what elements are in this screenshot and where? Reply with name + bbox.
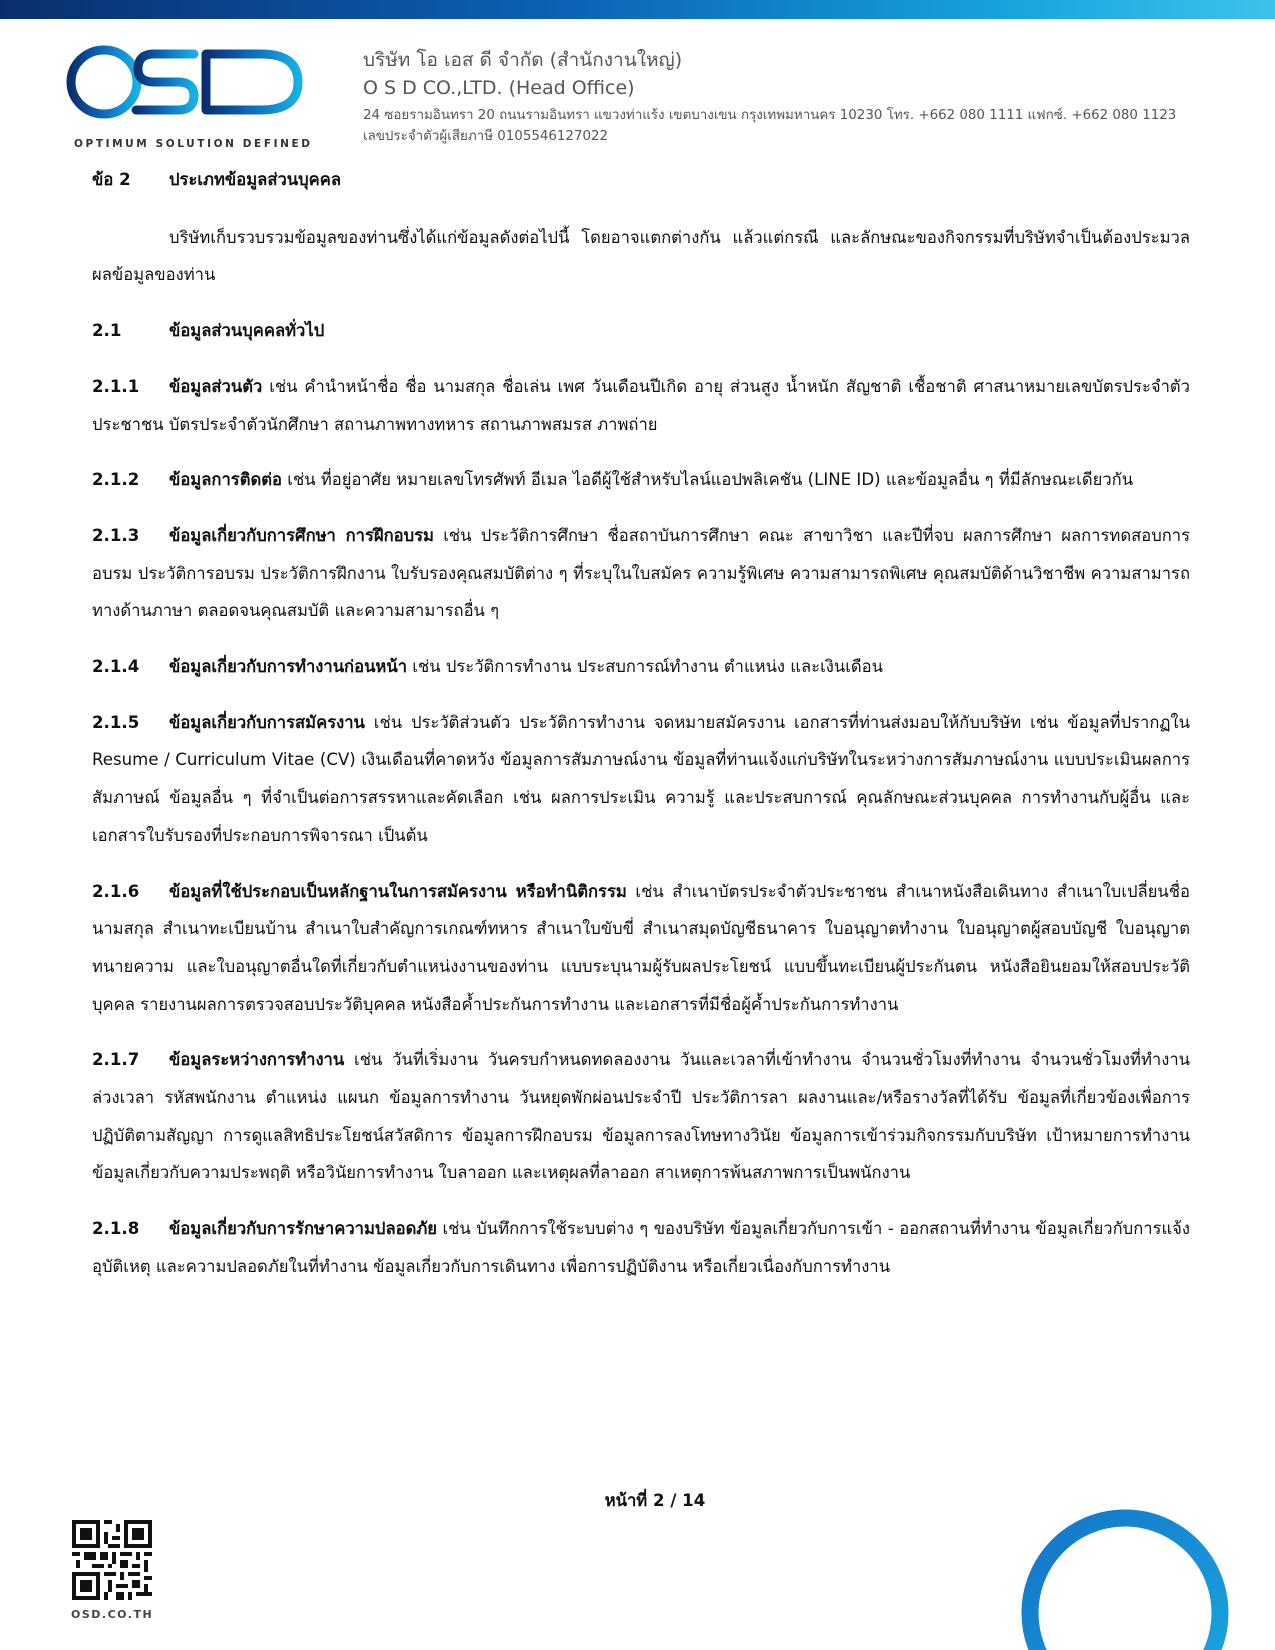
company-tax-id: เลขประจำตัวผู้เสียภาษี 0105546127022 <box>363 129 609 144</box>
list-item <box>92 1210 1190 1285</box>
item-number: 2.1.2 <box>92 470 140 490</box>
item-number: 2.1.8 <box>92 1219 140 1239</box>
item-lead: ข้อมูลเกี่ยวกับการสมัครงาน <box>169 712 365 732</box>
item-number: 2.1.5 <box>92 712 140 732</box>
item-text: เช่น บันทึกการใช้ระบบต่าง ๆ ของบริษัท ข้อมูลเกี่ยวกับการเข้า - ออกสถานที่ทำงาน ข้อมูลเกี่ยวกับการแจ้งอุบัติเหตุ และความปลอดภัยในที่ทำงาน ข้อมูลเกี่ยวกับการเดินทาง เพื่อการปฏิบัติงาน หรือเกี่ยวเนื่องกับการทำงาน <box>92 1219 1190 1276</box>
list-item <box>92 648 1190 686</box>
item-number: 2.1.3 <box>92 525 140 545</box>
subsection-heading <box>92 312 1190 350</box>
item-lead: ข้อมูลที่ใช้ประกอบเป็นหลักฐานในการสมัครงาน หรือทำนิติกรรม <box>169 881 627 901</box>
item-lead: ข้อมูลเกี่ยวกับการศึกษา การฝึกอบรม <box>169 525 434 545</box>
item-lead: ข้อมูลเกี่ยวกับการรักษาความปลอดภัย <box>169 1219 438 1239</box>
section-title: ประเภทข้อมูลส่วนบุคคล <box>169 170 342 189</box>
osd-logo-icon <box>66 42 316 134</box>
item-text: เช่น ประวัติส่วนตัว ประวัติการทำงาน จดหมายสมัครงาน เอกสารที่ท่านส่งมอบให้กับบริษัท เช่น ข้อมูลที่ปรากฏใน Resume / Curriculum Vitae (CV) เงินเดือนที่คาดหวัง ข้อมูลการสัมภาษณ์งาน ข้อมูลที่ท่านแจ้งแก่บริษัทในระหว่างการสัมภาษณ์งาน แบบประเมินผลการสัมภาษณ์ ข้อมูลอื่น ๆ ที่จำเป็นต่อการสรรหาและคัดเลือก เช่น ผลการประเมิน ความรู้ และประสบการณ์ คุณลักษณะส่วนบุคคล การทำงานกับผู้อื่น และเอกสารใบรับรองที่ประกอบการพิจารณา เป็นต้น <box>92 712 1190 845</box>
list-item <box>92 517 1190 630</box>
subsection-number: 2.1 <box>92 321 122 341</box>
company-name-en: O S D CO.,LTD. (Head Office) <box>363 77 635 99</box>
section-intro: บริษัทเก็บรวบรวมข้อมูลของท่านซึ่งได้แก่ข้อมูลดังต่อไปนี้ โดยอาจแตกต่างกัน แล้วแต่กรณี และลักษณะของกิจกรรมที่บริษัทจำเป็นต้องประมวลผลข้อมูลของท่าน <box>92 227 1190 285</box>
item-lead: ข้อมูลการติดต่อ <box>169 470 282 490</box>
list-item <box>92 461 1190 499</box>
company-header <box>363 46 1243 147</box>
item-text: เช่น ประวัติการศึกษา ชื่อสถาบันการศึกษา คณะ สาขาวิชา และปีที่จบ ผลการศึกษา ผลการทดสอบการอบรม ประวัติการอบรม ประวัติการฝึกงาน ใบรับรองคุณสมบัติต่าง ๆ ที่ระบุในใบสมัคร ความรู้พิเศษ ความสามารถพิเศษ คุณสมบัติด้านวิชาชีพ ความสามารถทางด้านภาษา ตลอดจนคุณสมบัติ และความสามารถอื่น ๆ <box>92 525 1191 621</box>
item-lead: ข้อมูลส่วนตัว <box>169 376 263 396</box>
list-item <box>92 704 1190 855</box>
item-number: 2.1.4 <box>92 657 140 677</box>
item-lead: ข้อมูลระหว่างการทำงาน <box>169 1050 345 1070</box>
section-heading <box>92 161 1190 199</box>
item-text: เช่น ประวัติการทำงาน ประสบการณ์ทำงาน ตำแหน่ง และเงินเดือน <box>407 657 883 677</box>
item-number: 2.1.1 <box>92 376 140 396</box>
company-address: 24 ซอยรามอินทรา 20 ถนนรามอินทรา แขวงท่าแร้ง เขตบางเขน กรุงเทพมหานคร 10230 โทร. +662 080 1111 แฟกซ์. +662 080 1123 <box>363 108 1177 123</box>
company-name-th: บริษัท โอ เอส ดี จำกัด (สำนักงานใหญ่) <box>363 49 683 71</box>
corner-decoration <box>1000 1488 1275 1650</box>
document-body <box>92 161 1190 1286</box>
item-text: เช่น สำเนาบัตรประจำตัวประชาชน สำเนาหนังสือเดินทาง สำเนาใบเปลี่ยนชื่อนามสกุล สำเนาทะเบียนบ้าน สำเนาใบสำคัญการเกณฑ์ทหาร สำเนาใบขับขี่ สำเนาสมุดบัญชีธนาคาร ใบอนุญาตทำงาน ใบอนุญาตผู้สอบบัญชี ใบอนุญาตทนายความ และใบอนุญาตอื่นใดที่เกี่ยวกับตำแหน่งงานของท่าน แบบระบุนามผู้รับผลประโยชน์ แบบขึ้นทะเบียนผู้ประกันตน หนังสือยินยอมให้สอบประวัติบุคคล รายงานผลการตรวจสอบประวัติบุคคล หนังสือค้ำประกันการทำงาน และเอกสารที่มีชื่อผู้ค้ำประกันการทำงาน <box>92 881 1190 1014</box>
item-text: เช่น วันที่เริ่มงาน วันครบกำหนดทดลองงาน วันและเวลาที่เข้าทำงาน จำนวนชั่วโมงที่ทำงาน จำนวนชั่วโมงที่ทำงานล่วงเวลา รหัสพนักงาน ตำแหน่ง แผนก ข้อมูลการทำงาน วันหยุดพักผ่อนประจำปี ประวัติการลา ผลงานและ/หรือรางวัลที่ได้รับ ข้อมูลที่เกี่ยวข้องเพื่อการปฏิบัติตามสัญญา การดูแลสิทธิประโยชน์สวัสดิการ ข้อมูลการฝึกอบรม ข้อมูลการลงโทษทางวินัย ข้อมูลการเข้าร่วมกิจกรรมกับบริษัท เป้าหมายการทำงาน ข้อมูลเกี่ยวกับความประพฤติ หรือวินัยการทำงาน ใบลาออก และเหตุผลที่ลาออก สาเหตุการพ้นสภาพการเป็นพนักงาน <box>92 1050 1190 1183</box>
item-text: เช่น คำนำหน้าชื่อ ชื่อ นามสกุล ชื่อเล่น เพศ วันเดือนปีเกิด อายุ ส่วนสูง น้ำหนัก สัญชาติ เชื้อชาติ ศาสนาหมายเลขบัตรประจำตัวประชาชน บัตรประจำตัวนักศึกษา สถานภาพทางทหาร สถานภาพสมรส ภาพถ่าย <box>92 376 1190 434</box>
company-logo <box>66 42 316 150</box>
qr-code-icon <box>72 1520 152 1600</box>
top-brand-bar <box>0 0 1275 19</box>
list-item <box>92 1041 1190 1192</box>
item-number: 2.1.7 <box>92 1050 140 1070</box>
item-text: เช่น ที่อยู่อาศัย หมายเลขโทรศัพท์ อีเมล ไอดีผู้ใช้สำหรับไลน์แอปพลิเคชัน (LINE ID) และข้อมูลอื่น ๆ ที่มีลักษณะเดียวกัน <box>282 470 1134 490</box>
section-number: ข้อ 2 <box>92 170 131 189</box>
logo-tagline: OPTIMUM SOLUTION DEFINED <box>74 138 313 150</box>
item-number: 2.1.6 <box>92 881 140 901</box>
page-number: หน้าที่ 2 / 14 <box>604 1491 706 1510</box>
list-item <box>92 368 1190 443</box>
website-label: OSD.CO.TH <box>71 1608 154 1621</box>
item-lead: ข้อมูลเกี่ยวกับการทำงานก่อนหน้า <box>169 657 408 677</box>
subsection-title: ข้อมูลส่วนบุคคลทั่วไป <box>169 321 325 341</box>
list-item <box>92 873 1190 1024</box>
